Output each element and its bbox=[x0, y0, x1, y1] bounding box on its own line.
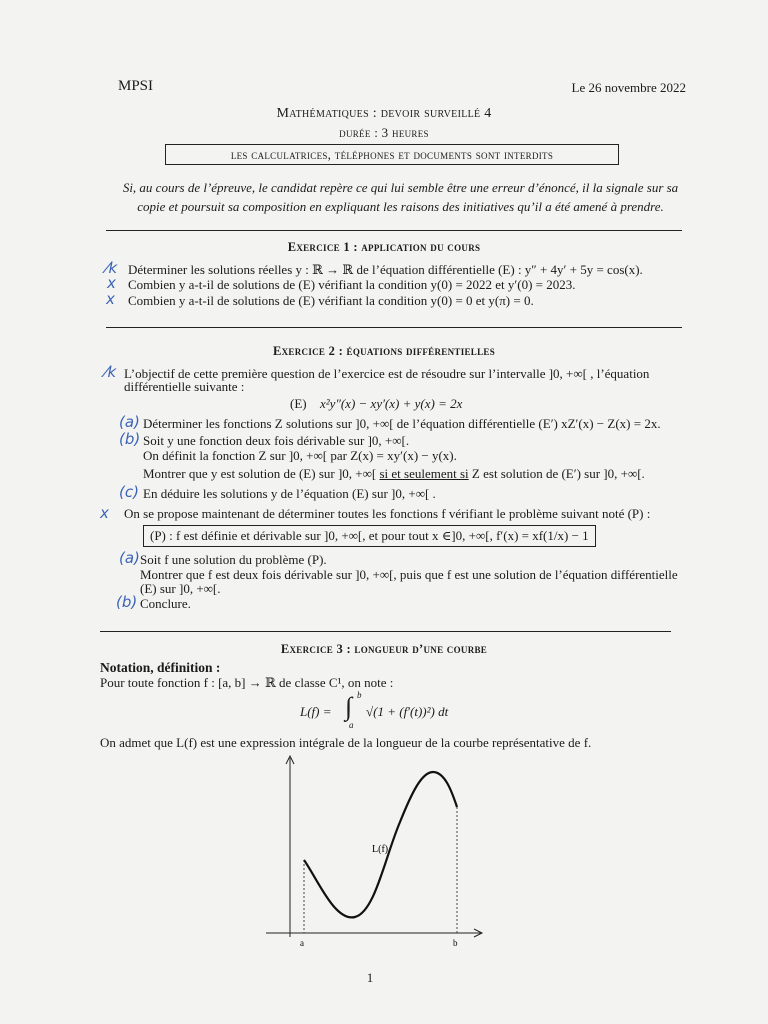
a-label: a bbox=[300, 938, 304, 948]
integral-sign: ∫ bbox=[345, 692, 353, 721]
date: Le 26 novembre 2022 bbox=[571, 80, 686, 95]
pen-checkmark-icon: ⁄k bbox=[105, 363, 117, 381]
forbidden-notice: les calculatrices, téléphones et documents sont interdits bbox=[165, 144, 619, 165]
exercise-2-title: Exercice 2 : équations différentielles bbox=[272, 344, 496, 358]
curve-label: L(f) bbox=[372, 844, 389, 855]
ex2-q1b-3: Montrer que y est solution de (E) sur ]0, +∞[ si et seulement si Z est solution de (E′) sur ]0, +∞[. bbox=[143, 466, 645, 481]
pen-checkmark-icon: (a) bbox=[119, 413, 140, 431]
divider bbox=[106, 230, 682, 231]
exam-duration: durée : 3 heures bbox=[339, 125, 429, 140]
pen-checkmark-icon: (b) bbox=[119, 430, 141, 448]
ex2-question-1: L’objectif de cette première question de l’exercice est de résoudre sur l’intervalle ]0, +∞[ , l’équation bbox=[124, 366, 650, 381]
ex2-q1b-2: On définit la fonction Z sur ]0, +∞[ par Z(x) = xy′(x) − y(x). bbox=[143, 448, 457, 463]
ex2-q1a: Déterminer les fonctions Z solutions sur ]0, +∞[ de l’équation différentielle (E′) xZ′(x) − Z(x) = 2x. bbox=[143, 416, 661, 431]
formula-body: √(1 + (f′(t))²) dt bbox=[366, 704, 449, 719]
pen-checkmark-icon: ⅹ bbox=[107, 274, 116, 292]
ex2-question-1-cont: différentielle suivante : bbox=[124, 379, 245, 394]
integral-lower-bound: a bbox=[349, 720, 354, 730]
ex2-q2b: Conclure. bbox=[140, 596, 191, 611]
ex2-q2a-2: Montrer que f est deux fois dérivable sur ]0, +∞[, puis que f est une solution de l’équation différentielle bbox=[140, 567, 678, 582]
exam-title: Mathématiques : devoir surveillé 4 bbox=[276, 106, 492, 121]
pen-checkmark-icon: (a) bbox=[119, 549, 140, 567]
page-number: 1 bbox=[366, 970, 374, 985]
pen-checkmark-icon: ⅹ bbox=[106, 290, 115, 308]
exercise-3-title: Exercice 3 : longueur d’une courbe bbox=[280, 642, 488, 656]
ex1-question-3: Combien y a-t-il de solutions de (E) vérifiant la condition y(0) = 0 et y(π) = 0. bbox=[128, 293, 534, 308]
divider bbox=[100, 631, 671, 632]
pen-checkmark-icon: ⁄k bbox=[106, 259, 118, 277]
ex2-q2a-1: Soit f une solution du problème (P). bbox=[140, 552, 327, 567]
intro-paragraph: Si, au cours de l’épreuve, le candidat repère ce qui lui semble être une erreur d’énoncé, il la signale sur sa copie et poursuit sa composition en expliquant les raisons des initiatives qu’il a été amené à prendre. bbox=[122, 180, 679, 214]
equation-label: (E) bbox=[290, 396, 307, 411]
pen-checkmark-icon: (c) bbox=[119, 483, 139, 501]
integral-upper-bound: b bbox=[357, 690, 362, 700]
equation-e: x²y″(x) − xy′(x) + y(x) = 2x bbox=[320, 396, 463, 411]
ex2-q2a-3: (E) sur ]0, +∞[. bbox=[140, 581, 221, 596]
ex2-question-2: On se propose maintenant de déterminer toutes les fonctions f vérifiant le problème suivant noté (P) : bbox=[124, 506, 651, 521]
class-label: MPSI bbox=[118, 78, 154, 94]
definition-line: Pour toute fonction f : [a, b] → ℝ de classe C¹, on note : bbox=[100, 675, 394, 690]
pen-checkmark-icon: ⅹ bbox=[100, 504, 109, 522]
formula-lhs: L(f) = bbox=[300, 704, 332, 719]
problem-p-box: (P) : f est définie et dérivable sur ]0, +∞[, et pour tout x ∈]0, +∞[, f′(x) = xf(1/x) − 1 bbox=[143, 525, 596, 547]
notation-heading: Notation, définition : bbox=[100, 660, 221, 675]
pen-checkmark-icon: (b) bbox=[116, 593, 138, 611]
ex2-q1c: En déduire les solutions y de l’équation (E) sur ]0, +∞[ . bbox=[143, 486, 436, 501]
admit-line: On admet que L(f) est une expression intégrale de la longueur de la courbe représentative de f. bbox=[100, 735, 592, 750]
exercise-1-title: Exercice 1 : application du cours bbox=[287, 240, 481, 254]
ex2-q1b-1: Soit y une fonction deux fois dérivable sur ]0, +∞[. bbox=[143, 433, 410, 448]
b-label: b bbox=[453, 938, 458, 948]
curve-figure bbox=[260, 752, 500, 952]
ex1-question-2: Combien y a-t-il de solutions de (E) vérifiant la condition y(0) = 2022 et y′(0) = 2023. bbox=[128, 277, 576, 292]
divider bbox=[106, 327, 682, 328]
ex1-question-1: Déterminer les solutions réelles y : ℝ → ℝ de l’équation différentielle (E) : y″ + 4y′ + 5y = cos(x). bbox=[128, 262, 643, 277]
